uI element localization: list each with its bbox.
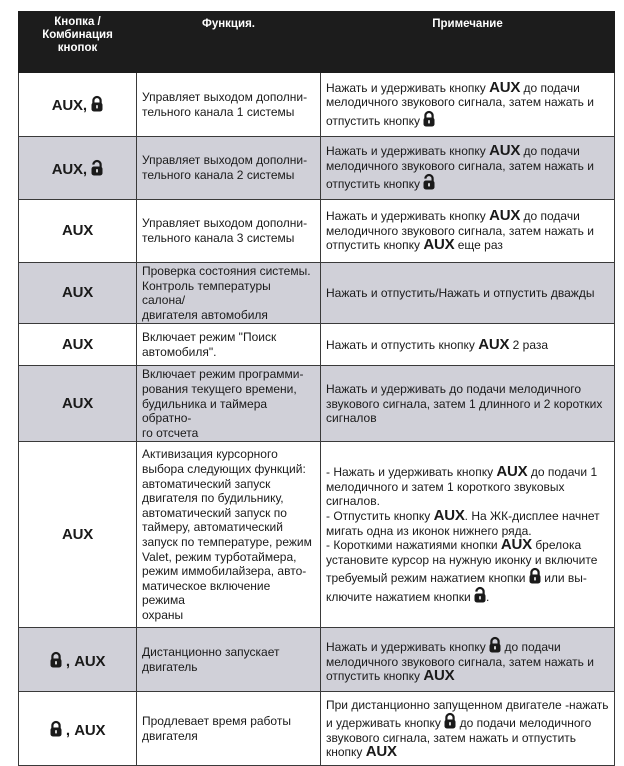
table-row bbox=[19, 73, 615, 137]
note-cell: - Нажать и удерживать кнопку AUX до подачи 1 мелодичного и затем 1 короткого звуковых сигналов. - Отпустить кнопку AUX. На ЖК-дисплее начнет мигать одна из иконок нижнего ряда. - Короткими нажатиями кнопки AUX брелока установите курсор на нужную иконку и включите требуемый режим нажатием кнопки или вы-ключите нажатием кнопки . bbox=[321, 442, 615, 628]
table-header bbox=[19, 12, 615, 73]
lock-closed-icon bbox=[50, 720, 62, 737]
table-row bbox=[19, 628, 615, 692]
table-row bbox=[19, 324, 615, 366]
table-row bbox=[19, 200, 615, 263]
function-cell: Управляет выходом дополни- тельного канала 3 системы bbox=[137, 200, 321, 263]
table-row bbox=[19, 692, 615, 766]
button-functions-table bbox=[18, 11, 615, 766]
lock-open-icon bbox=[423, 173, 435, 190]
note-cell: При дистанционно запущенном двигателе -нажать и удерживать кнопку до подачи мелодичного звукового сигнала, затем нажать и отпустить кнопку AUX bbox=[321, 692, 615, 766]
button-combo: AUX bbox=[19, 442, 137, 628]
lock-closed-icon bbox=[423, 110, 435, 127]
function-cell: Продлевает время работы двигателя bbox=[137, 692, 321, 766]
note-cell: Нажать и отпустить/Нажать и отпустить дважды bbox=[321, 263, 615, 324]
button-combo: AUX bbox=[19, 324, 137, 366]
table-row bbox=[19, 442, 615, 628]
lock-open-icon bbox=[474, 586, 486, 603]
function-cell: Управляет выходом дополни- тельного канала 2 системы bbox=[137, 137, 321, 200]
note-cell: Нажать и удерживать до подачи мелодичного звукового сигнала, затем 1 длинного и 2 коротких сигналов bbox=[321, 366, 615, 442]
note-cell: Нажать и удерживать кнопку до подачи мелодичного звукового сигнала, затем нажать и отпустить кнопку AUX bbox=[321, 628, 615, 692]
header-function-column: Функция. bbox=[137, 12, 321, 73]
button-combo: , AUX bbox=[19, 692, 137, 766]
lock-closed-icon bbox=[489, 636, 501, 653]
header-button-column: Кнопка / Комбинация кнопок bbox=[19, 12, 137, 73]
note-cell: Нажать и удерживать кнопку AUX до подачи мелодичного звукового сигнала, затем нажать и отпустить кнопку bbox=[321, 137, 615, 200]
function-cell: Включает режим программи- рования текущего времени, будильника и таймера обратно- го отсчета bbox=[137, 366, 321, 442]
button-combo: AUX bbox=[19, 263, 137, 324]
button-combo: , AUX bbox=[19, 628, 137, 692]
function-cell: Включает режим "Поиск автомобиля". bbox=[137, 324, 321, 366]
table-row bbox=[19, 366, 615, 442]
lock-closed-icon bbox=[50, 651, 62, 668]
note-cell: Нажать и удерживать кнопку AUX до подачи мелодичного звукового сигнала, затем нажать и отпустить кнопку AUX еще раз bbox=[321, 200, 615, 263]
lock-closed-icon bbox=[91, 95, 103, 112]
note-cell: Нажать и удерживать кнопку AUX до подачи мелодичного звукового сигнала, затем нажать и отпустить кнопку bbox=[321, 73, 615, 137]
table-row bbox=[19, 137, 615, 200]
button-combo: AUX bbox=[19, 200, 137, 263]
header-note-column: Примечание bbox=[321, 12, 615, 73]
function-cell: Управляет выходом дополни- тельного канала 1 системы bbox=[137, 73, 321, 137]
button-combo: AUX bbox=[19, 366, 137, 442]
lock-closed-icon bbox=[444, 712, 456, 729]
function-cell: Дистанционно запускает двигатель bbox=[137, 628, 321, 692]
table-row bbox=[19, 263, 615, 324]
function-cell: Проверка состояния системы. Контроль температуры салона/ двигателя автомобиля bbox=[137, 263, 321, 324]
note-cell: Нажать и отпустить кнопку AUX 2 раза bbox=[321, 324, 615, 366]
lock-open-icon bbox=[91, 159, 103, 176]
button-combo: AUX, bbox=[19, 137, 137, 200]
button-combo: AUX, bbox=[19, 73, 137, 137]
lock-closed-icon bbox=[529, 567, 541, 584]
function-cell: Активизация курсорного выбора следующих функций: автоматический запуск двигателя по будильнику, автоматический запуск по таймеру, автоматический запуск по температуре, режим Valet, режим турботаймера, режим иммобилайзера, авто- матическое включение режима охраны bbox=[137, 442, 321, 628]
